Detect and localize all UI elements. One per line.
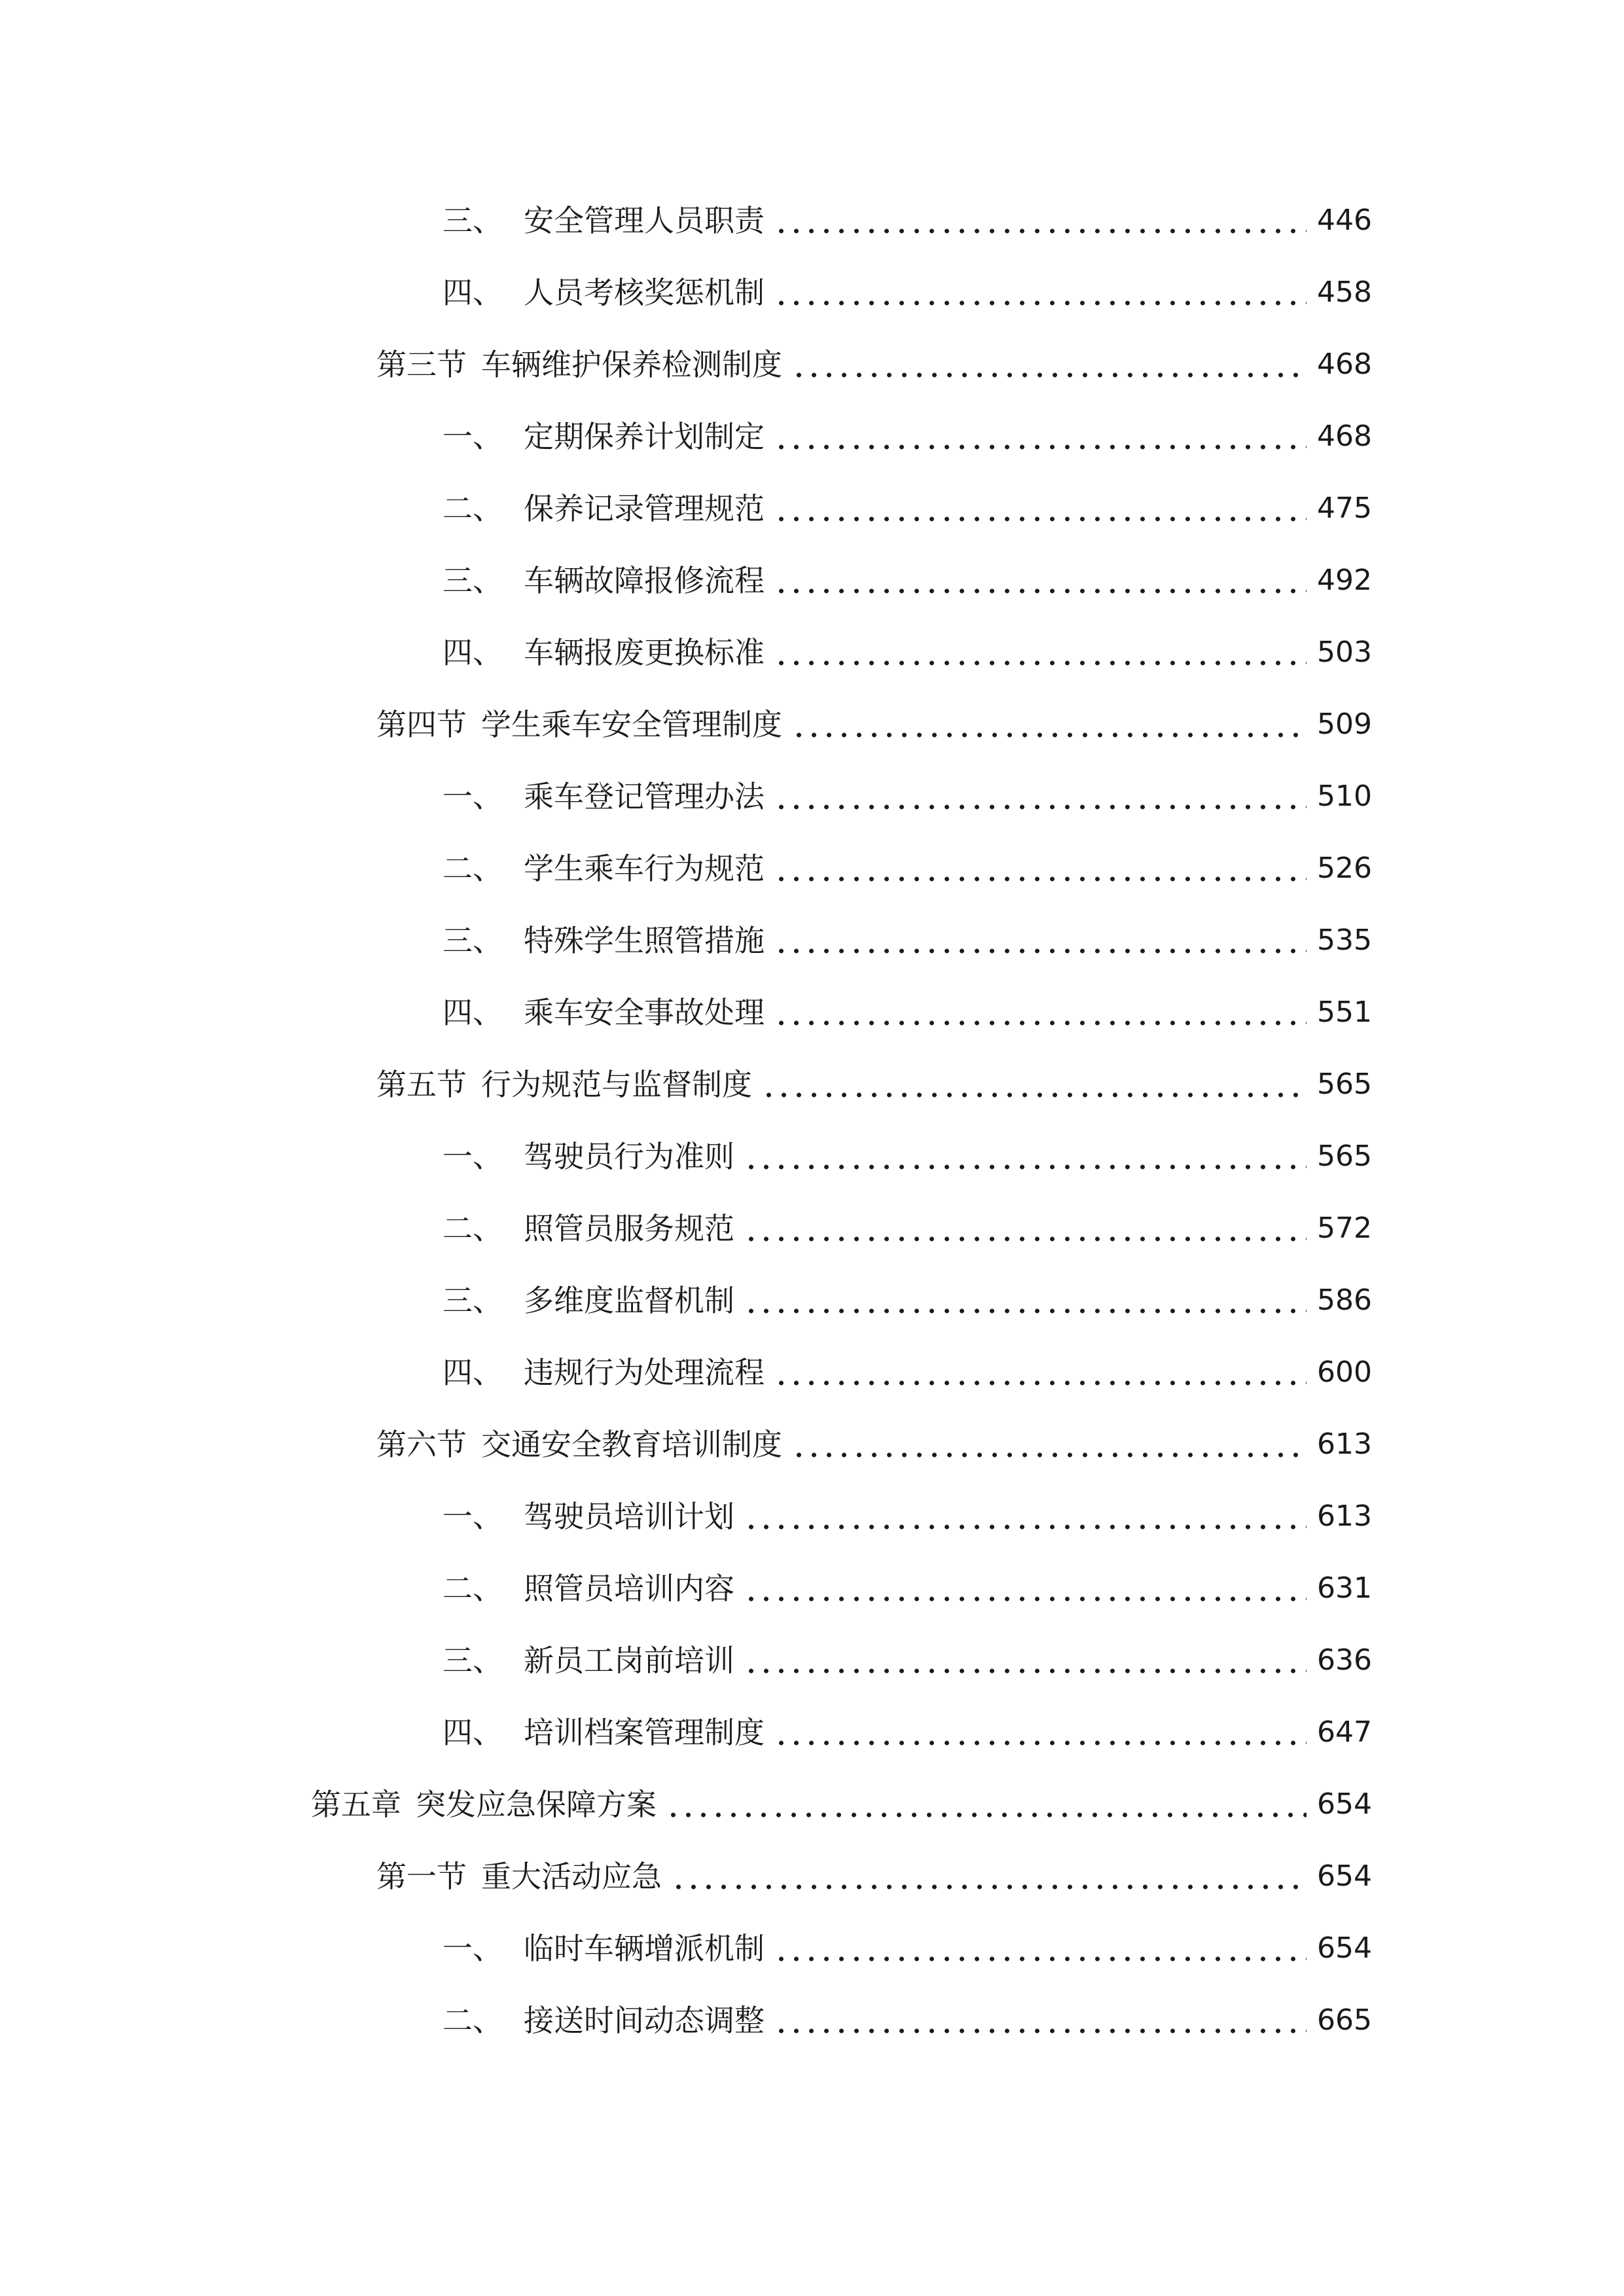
toc-entry-number: 三、 <box>442 563 503 598</box>
toc-entry-title: 新员工岗前培训 <box>524 1643 734 1678</box>
toc-entry-title: 乘车安全事故处理 <box>524 995 765 1030</box>
toc-entry-title: 照管员服务规范 <box>524 1211 734 1246</box>
toc-entry[interactable] <box>0 1193 1624 1265</box>
toc-entry-title: 重大活动应急 <box>481 1859 662 1894</box>
toc-entry-number: 二、 <box>442 1571 503 1606</box>
toc-entry-title: 交通安全教育培训制度 <box>481 1427 782 1462</box>
toc-page-number: 468 <box>1317 420 1372 453</box>
toc-entry[interactable] <box>0 1696 1624 1768</box>
toc-entry-number: 第一节 <box>376 1859 467 1894</box>
toc-dot-leader <box>774 2005 1307 2036</box>
toc-entry[interactable] <box>0 1552 1624 1624</box>
toc-entry-number: 二、 <box>442 851 503 886</box>
toc-page-number: 468 <box>1317 348 1372 381</box>
toc-entry-number: 四、 <box>442 1355 503 1390</box>
toc-dot-leader <box>744 1573 1307 1604</box>
toc-entry-title: 突发应急保障方案 <box>416 1787 657 1822</box>
toc-entry-title: 接送时间动态调整 <box>524 2003 765 2038</box>
toc-entry-title: 学生乘车行为规范 <box>524 851 765 886</box>
toc-dot-leader <box>774 637 1307 668</box>
toc-dot-leader <box>774 493 1307 524</box>
toc-entry-title: 临时车辆增派机制 <box>524 1931 765 1966</box>
toc-entry-title: 学生乘车安全管理制度 <box>481 707 782 742</box>
toc-dot-leader <box>774 1357 1307 1388</box>
toc-entry[interactable] <box>0 1049 1624 1121</box>
toc-entry-title: 保养记录管理规范 <box>524 491 765 526</box>
toc-page-number: 586 <box>1317 1283 1372 1317</box>
toc-entry-title: 培训档案管理制度 <box>524 1715 765 1750</box>
toc-dot-leader <box>791 709 1307 740</box>
toc-entry-title: 车辆报废更换标准 <box>524 635 765 670</box>
toc-dot-leader <box>774 781 1307 812</box>
toc-page-number: 613 <box>1317 1499 1372 1533</box>
toc-dot-leader <box>774 565 1307 596</box>
toc-dot-leader <box>744 1141 1307 1172</box>
toc-entry-title: 驾驶员培训计划 <box>524 1499 734 1534</box>
toc-page-number: 631 <box>1317 1571 1372 1605</box>
toc-entry[interactable] <box>0 905 1624 977</box>
toc-entry-number: 四、 <box>442 275 503 310</box>
toc-dot-leader <box>761 1069 1307 1100</box>
toc-entry[interactable] <box>0 1121 1624 1193</box>
toc-dot-leader <box>774 925 1307 956</box>
toc-entry-title: 违规行为处理流程 <box>524 1355 765 1390</box>
toc-entry-number: 三、 <box>442 1643 503 1678</box>
toc-entry-title: 驾驶员行为准则 <box>524 1139 734 1174</box>
toc-entry[interactable] <box>0 1624 1624 1696</box>
toc-entry[interactable] <box>0 1912 1624 1984</box>
toc-page-number: 613 <box>1317 1427 1372 1461</box>
toc-entry-title: 多维度监督机制 <box>524 1283 734 1318</box>
toc-page-number: 510 <box>1317 780 1372 813</box>
toc-page-number: 458 <box>1317 276 1372 309</box>
toc-entry[interactable] <box>0 977 1624 1049</box>
toc-entry-number: 一、 <box>442 779 503 814</box>
toc-entry-number: 二、 <box>442 2003 503 2038</box>
toc-entry[interactable] <box>0 473 1624 545</box>
toc-entry[interactable] <box>0 1768 1624 1840</box>
toc-entry-number: 第五章 <box>311 1787 401 1822</box>
toc-entry[interactable] <box>0 689 1624 761</box>
toc-entry-title: 照管员培训内容 <box>524 1571 734 1606</box>
toc-entry-title: 车辆维护保养检测制度 <box>481 347 782 382</box>
toc-entry[interactable] <box>0 401 1624 473</box>
toc-dot-leader <box>774 1933 1307 1964</box>
toc-entry[interactable] <box>0 1840 1624 1912</box>
toc-entry[interactable] <box>0 617 1624 689</box>
toc-entry-title: 乘车登记管理办法 <box>524 779 765 814</box>
toc-page-number: 509 <box>1317 708 1372 741</box>
toc-page-number: 446 <box>1317 204 1372 237</box>
toc-entry-number: 四、 <box>442 635 503 670</box>
toc-entry-number: 二、 <box>442 1211 503 1246</box>
toc-dot-leader <box>671 1861 1307 1892</box>
toc-entry[interactable] <box>0 761 1624 833</box>
toc-page-number: 565 <box>1317 1139 1372 1173</box>
toc-entry-number: 第三节 <box>376 347 467 382</box>
table-of-contents <box>0 185 1624 2056</box>
toc-dot-leader <box>774 206 1307 236</box>
toc-page-number: 503 <box>1317 636 1372 669</box>
toc-entry-title: 安全管理人员职责 <box>524 203 765 238</box>
toc-entry-number: 一、 <box>442 1499 503 1534</box>
toc-entry-number: 二、 <box>442 491 503 526</box>
toc-dot-leader <box>666 1789 1307 1820</box>
toc-page-number: 654 <box>1317 1787 1372 1821</box>
toc-entry-number: 三、 <box>442 1283 503 1318</box>
toc-entry-number: 第四节 <box>376 707 467 742</box>
toc-page-number: 636 <box>1317 1643 1372 1677</box>
toc-page-number: 526 <box>1317 852 1372 885</box>
toc-dot-leader <box>774 1717 1307 1748</box>
toc-dot-leader <box>774 422 1307 452</box>
toc-dot-leader <box>791 350 1307 380</box>
toc-entry-number: 四、 <box>442 995 503 1030</box>
toc-dot-leader <box>774 997 1307 1028</box>
toc-entry[interactable] <box>0 257 1624 329</box>
toc-entry[interactable] <box>0 329 1624 401</box>
toc-entry-number: 一、 <box>442 1931 503 1966</box>
toc-entry[interactable] <box>0 1265 1624 1336</box>
toc-page-number: 551 <box>1317 996 1372 1029</box>
toc-page-number: 565 <box>1317 1067 1372 1101</box>
toc-entry[interactable] <box>0 545 1624 617</box>
toc-entry[interactable] <box>0 1336 1624 1408</box>
toc-page-number: 492 <box>1317 564 1372 597</box>
toc-page-number: 475 <box>1317 492 1372 525</box>
toc-page-number: 647 <box>1317 1715 1372 1749</box>
toc-page-number: 535 <box>1317 924 1372 957</box>
toc-page-number: 572 <box>1317 1211 1372 1245</box>
toc-entry-number: 一、 <box>442 1139 503 1174</box>
toc-page-number: 654 <box>1317 1859 1372 1893</box>
toc-page-number: 600 <box>1317 1355 1372 1389</box>
toc-entry[interactable] <box>0 1480 1624 1552</box>
toc-entry[interactable] <box>0 1408 1624 1480</box>
toc-page-number: 665 <box>1317 2003 1372 2037</box>
toc-entry-title: 人员考核奖惩机制 <box>524 275 765 310</box>
toc-entry[interactable] <box>0 1984 1624 2056</box>
toc-entry-number: 三、 <box>442 923 503 958</box>
toc-entry-number: 四、 <box>442 1715 503 1750</box>
toc-dot-leader <box>744 1645 1307 1676</box>
toc-dot-leader <box>744 1213 1307 1244</box>
toc-dot-leader <box>744 1501 1307 1532</box>
toc-entry-title: 定期保养计划制定 <box>524 419 765 454</box>
toc-entry-number: 一、 <box>442 419 503 454</box>
toc-dot-leader <box>774 853 1307 884</box>
toc-dot-leader <box>774 278 1307 308</box>
toc-dot-leader <box>744 1285 1307 1316</box>
toc-entry-number: 三、 <box>442 203 503 238</box>
toc-entry-number: 第五节 <box>376 1067 467 1102</box>
toc-entry[interactable] <box>0 185 1624 257</box>
toc-dot-leader <box>791 1429 1307 1460</box>
toc-page-number: 654 <box>1317 1931 1372 1965</box>
toc-entry-number: 第六节 <box>376 1427 467 1462</box>
toc-entry-title: 车辆故障报修流程 <box>524 563 765 598</box>
toc-entry-title: 特殊学生照管措施 <box>524 923 765 958</box>
toc-entry-title: 行为规范与监督制度 <box>481 1067 752 1102</box>
toc-entry[interactable] <box>0 833 1624 905</box>
